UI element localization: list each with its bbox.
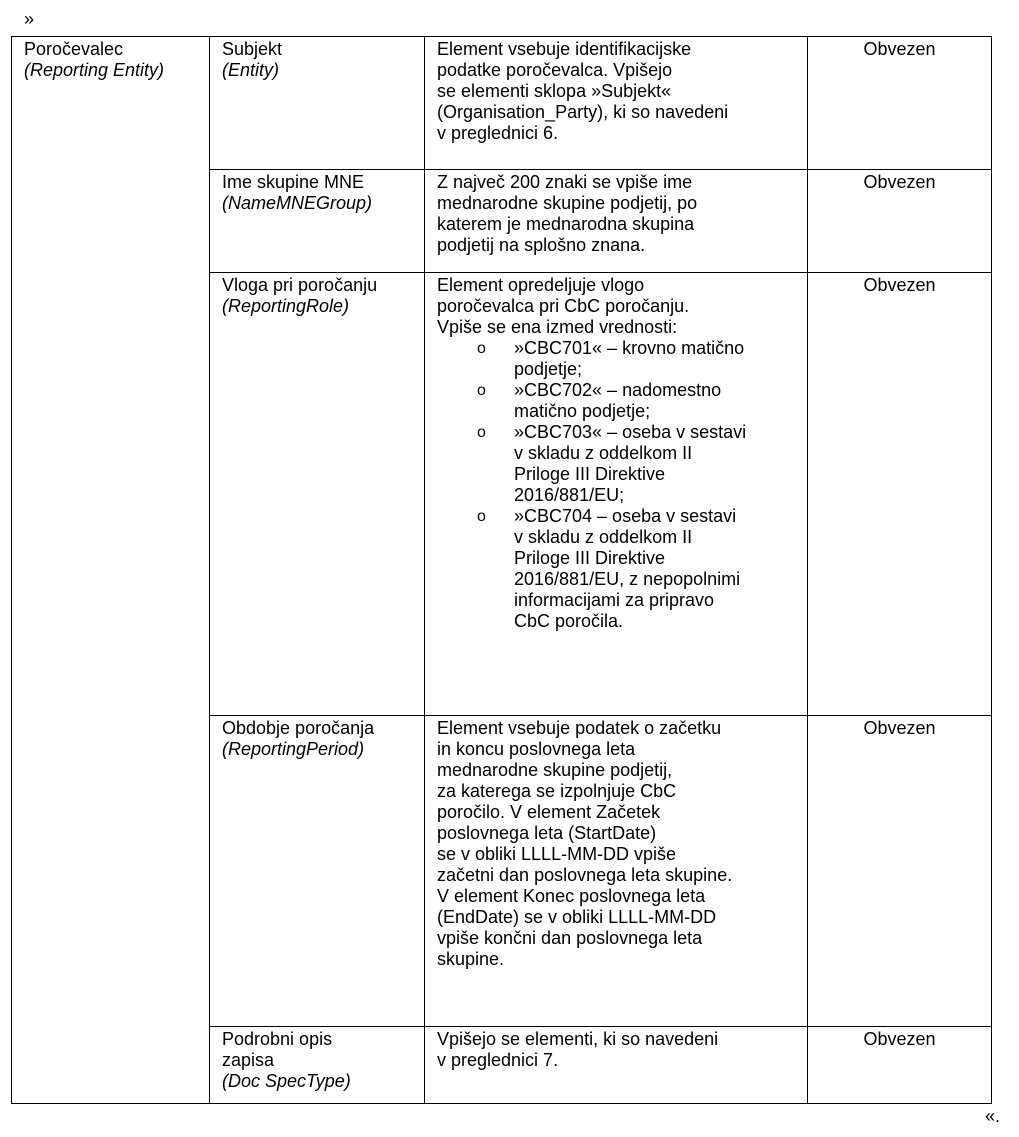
description-line: se elementi sklopa »Subjekt«: [437, 81, 672, 101]
status-cell: [808, 170, 992, 273]
status-label: Obvezen: [863, 1029, 936, 1049]
description-line: v preglednici 6.: [437, 123, 559, 143]
description-cell: [425, 716, 808, 1027]
description-line: (EndDate) se v obliki LLLL-MM-DD: [437, 907, 717, 927]
list-item: [477, 338, 795, 380]
description-line: podjetij na splošno znana.: [437, 235, 646, 255]
option-line: v skladu z oddelkom II: [514, 443, 693, 463]
description-cell: [425, 1027, 808, 1104]
description-line: (Organisation_Party), ki so navedeni: [437, 102, 729, 122]
status-label: Obvezen: [863, 172, 936, 192]
element-name: Subjekt: [222, 39, 283, 59]
option-line: »CBC701« – krovno matično: [514, 338, 745, 358]
element-name-english: (ReportingRole): [222, 296, 350, 316]
description-line: poročevalca pri CbC poročanju.: [437, 296, 690, 316]
option-line: CbC poročila.: [514, 611, 624, 631]
circle-bullet-icon: o: [477, 340, 486, 357]
description-line: začetni dan poslovnega leta skupine.: [437, 865, 733, 885]
element-name: Ime skupine MNE: [222, 172, 365, 192]
option-line: v skladu z oddelkom II: [514, 527, 693, 547]
option-line: podjetje;: [514, 359, 583, 379]
close-quote-mark: «.: [985, 1106, 1001, 1126]
status-label: Obvezen: [863, 39, 936, 59]
element-name: zapisa: [222, 1050, 275, 1070]
element-cell: [210, 37, 425, 170]
element-name-english: (Doc SpecType): [222, 1071, 351, 1091]
reporting-role-options: [437, 338, 795, 632]
description-line: poročilo. V element Začetek: [437, 802, 661, 822]
element-name-english: (NameMNEGroup): [222, 193, 373, 213]
description-cell: [425, 273, 808, 716]
description-line: Element opredeljuje vlogo: [437, 275, 645, 295]
description-line: poslovnega leta (StartDate): [437, 823, 657, 843]
circle-bullet-icon: o: [477, 508, 486, 525]
option-line: »CBC704 – oseba v sestavi: [514, 506, 737, 526]
option-line: informacijami za pripravo: [514, 590, 715, 610]
list-item: [477, 422, 795, 506]
status-label: Obvezen: [863, 275, 936, 295]
description-cell: [425, 170, 808, 273]
status-label: Obvezen: [863, 718, 936, 738]
element-cell: [210, 1027, 425, 1104]
status-cell: [808, 37, 992, 170]
element-name-english: (ReportingPeriod): [222, 739, 365, 759]
table-row: [12, 37, 992, 170]
option-line: 2016/881/EU, z nepopolnimi: [514, 569, 741, 589]
description-line: Element vsebuje podatek o začetku: [437, 718, 722, 738]
element-name: Vloga pri poročanju: [222, 275, 378, 295]
element-cell: [210, 273, 425, 716]
open-quote-mark: »: [24, 9, 35, 29]
description-line: V element Konec poslovnega leta: [437, 886, 706, 906]
element-name-english: (Entity): [222, 60, 280, 80]
element-cell: [210, 170, 425, 273]
option-line: matično podjetje;: [514, 401, 651, 421]
description-line: Vpišejo se elementi, ki so navedeni: [437, 1029, 719, 1049]
group-name: Poročevalec: [24, 39, 124, 59]
description-line: skupine.: [437, 949, 505, 969]
status-cell: [808, 273, 992, 716]
circle-bullet-icon: o: [477, 382, 486, 399]
description-line: v preglednici 7.: [437, 1050, 559, 1070]
status-cell: [808, 1027, 992, 1104]
circle-bullet-icon: o: [477, 424, 486, 441]
element-cell: [210, 716, 425, 1027]
description-line: mednarodne skupine podjetij, po: [437, 193, 698, 213]
option-line: Priloge III Direktive: [514, 464, 666, 484]
description-line: Vpiše se ena izmed vrednosti:: [437, 317, 678, 337]
description-line: podatke poročevalca. Vpišejo: [437, 60, 673, 80]
option-line: Priloge III Direktive: [514, 548, 666, 568]
option-line: »CBC702« – nadomestno: [514, 380, 722, 400]
description-line: in koncu poslovnega leta: [437, 739, 636, 759]
description-line: mednarodne skupine podjetij,: [437, 760, 673, 780]
description-line: se v obliki LLLL-MM-DD vpiše: [437, 844, 677, 864]
option-line: 2016/881/EU;: [514, 485, 625, 505]
list-item: [477, 506, 795, 632]
description-cell: [425, 37, 808, 170]
option-line: »CBC703« – oseba v sestavi: [514, 422, 747, 442]
description-line: Element vsebuje identifikacijske: [437, 39, 692, 59]
element-name: Podrobni opis: [222, 1029, 333, 1049]
reporting-entity-table: [11, 36, 992, 1104]
status-cell: [808, 716, 992, 1027]
element-name: Obdobje poročanja: [222, 718, 375, 738]
description-line: za katerega se izpolnjuje CbC: [437, 781, 677, 801]
group-cell: [12, 37, 210, 1104]
group-name-english: (Reporting Entity): [24, 60, 165, 80]
description-line: Z največ 200 znaki se vpiše ime: [437, 172, 693, 192]
description-line: katerem je mednarodna skupina: [437, 214, 695, 234]
list-item: [477, 380, 795, 422]
description-line: vpiše končni dan poslovnega leta: [437, 928, 703, 948]
